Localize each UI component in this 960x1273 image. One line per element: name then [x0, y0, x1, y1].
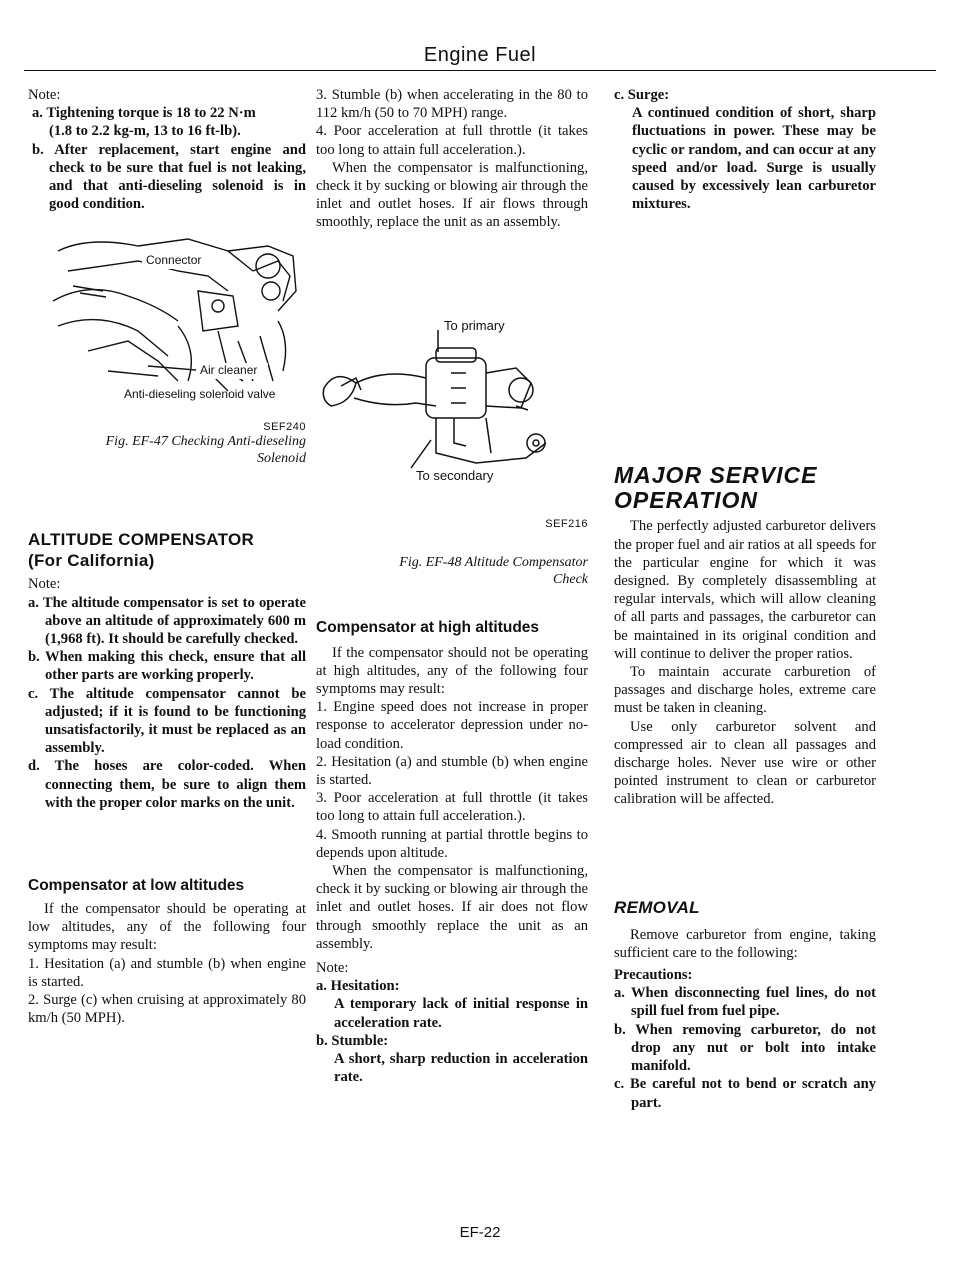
figure-code: SEF216	[545, 517, 588, 530]
note-a-line1: a. Tightening torque is 18 to 22 N·m	[32, 105, 256, 122]
altitude-note-item: d. The hoses are color-coded. When connecting them, be sure to align them with the proper color marks on the unit.	[28, 758, 306, 811]
page-header-title: Engine Fuel	[423, 44, 537, 66]
middle-column	[316, 86, 588, 1087]
label-solenoid-valve: Anti-dieseling solenoid valve	[124, 387, 276, 402]
section-heading-altitude: ALTITUDE COMPENSATOR	[28, 530, 255, 550]
note-label: Note:	[28, 576, 61, 593]
major-service-heading-cont: OPERATION	[614, 487, 759, 514]
low-item: 2. Surge (c) when cruising at approximately 80 km/h (50 MPH).	[28, 992, 306, 1027]
figure-ef47	[28, 231, 306, 421]
figure-caption-cont: Check	[553, 571, 588, 587]
label-connector: Connector	[146, 253, 202, 268]
note-a-line2: (1.8 to 2.2 kg-m, 13 to 16 ft-lb).	[49, 123, 241, 140]
altitude-note-item: c. The altitude compensator cannot be adjusted; if it is found to be functioning unsatisfactorily, it must be replaced as an assembly.	[28, 685, 306, 757]
continued-paragraph: When the compensator is malfunctioning, check it by sucking or blowing air through the inlet and outlet hoses. If air flows through smoothly, replace the unit as an assembly.	[316, 159, 588, 231]
continued-item: 3. Stumble (b) when accelerating in the 80 to 112 km/h (50 to 70 MPH) range.	[316, 87, 588, 122]
major-paragraph: The perfectly adjusted carburetor delivers the proper fuel and air ratios at all speeds for the particular engine for which it was designed. By completely disassembling at regular intervals, which will allow cleaning of all parts and passages, the carburetor can be maintained in its original condition and will continue to deliver the proper ratios.	[614, 518, 876, 662]
major-paragraph: Use only carburetor solvent and compressed air to clean all passages and discharge holes. Never use wire or other pointed instrument to clean or carburetor calibration will be affected.	[614, 718, 876, 808]
label-to-primary: To primary	[444, 317, 505, 333]
header-rule	[24, 70, 936, 71]
label-to-secondary: To secondary	[416, 467, 494, 483]
major-paragraph: To maintain accurate carburetion of passages and discharge holes, extreme care must be taken in cleaning.	[614, 664, 876, 717]
precaution-item: c. Be careful not to bend or scratch any part.	[614, 1076, 876, 1111]
left-column	[28, 86, 306, 1027]
label-air-cleaner: Air cleaner	[200, 363, 258, 378]
figure-caption-cont: Solenoid	[257, 451, 306, 467]
high-item: 3. Poor acceleration at full throttle (it takes too long to attain full acceleration.).	[316, 790, 588, 825]
right-column	[614, 86, 876, 1112]
removal-heading: REMOVAL	[614, 897, 700, 917]
high-paragraph: When the compensator is malfunctioning, check it by sucking or blowing air through the inlet and outlet hoses. If air does not flow through smoothly replace the unit as an assembly.	[316, 863, 588, 952]
high-item: 4. Smooth running at partial throttle begins to depends upon altitude.	[316, 826, 588, 861]
precaution-item: b. When removing carburetor, do not drop any nut or bolt into intake manifold.	[614, 1021, 876, 1075]
altitude-note-item: b. When making this check, ensure that all other parts are working properly.	[28, 649, 306, 684]
note-hesitation-body: A temporary lack of initial response in acceleration rate.	[334, 996, 588, 1031]
low-intro: If the compensator should be operating at low altitudes, any of the following four symptoms may result:	[28, 901, 306, 954]
subheading-low-altitudes: Compensator at low altitudes	[28, 877, 245, 895]
note-surge-head: c. Surge:	[614, 87, 670, 103]
section-subheading-california: (For California)	[28, 551, 155, 571]
note-hesitation-head: a. Hesitation:	[316, 978, 400, 995]
figure-code: SEF240	[263, 421, 306, 434]
note-label: Note:	[316, 960, 349, 977]
subheading-high-altitudes: Compensator at high altitudes	[316, 618, 540, 636]
figure-caption: Fig. EF-47 Checking Anti-dieseling	[105, 434, 306, 450]
note-stumble-body: A short, sharp reduction in acceleration rate.	[334, 1051, 588, 1086]
major-service-heading: MAJOR SERVICE	[614, 462, 818, 489]
page-number: EF-22	[459, 1224, 501, 1241]
note-surge-body: A continued condition of short, sharp fluctuations in power. These may be cyclic or random, and can occur at any speed and/or load. Surge is usually caused by excessively lean carburetor mixtures.	[632, 105, 876, 213]
precautions-label: Precautions:	[614, 967, 693, 984]
note-stumble-head: b. Stumble:	[316, 1032, 389, 1049]
precaution-item: a. When disconnecting fuel lines, do not spill fuel from fuel pipe.	[614, 985, 876, 1020]
figure-ef48	[316, 318, 588, 518]
low-item: 1. Hesitation (a) and stumble (b) when engine is started.	[28, 955, 306, 990]
note-label: Note:	[28, 87, 61, 103]
note-b: b. After replacement, start engine and check to be sure that fuel is not leaking, and that anti-dieseling solenoid is in good condition.	[32, 141, 306, 213]
high-intro: If the compensator should not be operating at high altitudes, any of the following four symptoms may result:	[316, 644, 588, 698]
removal-paragraph: Remove carburetor from engine, taking sufficient care to the following:	[614, 926, 876, 961]
figure-caption: Fig. EF-48 Altitude Compensator	[399, 554, 588, 570]
high-item: 1. Engine speed does not increase in proper response to accelerator depression under no-load condition.	[316, 699, 588, 752]
continued-item: 4. Poor acceleration at full throttle (it takes too long to attain full acceleration.).	[316, 123, 588, 158]
high-item: 2. Hesitation (a) and stumble (b) when engine is started.	[316, 753, 588, 789]
altitude-note-item: a. The altitude compensator is set to operate above an altitude of approximately 600 m (1,968 ft). It should be carefully checked.	[28, 594, 306, 648]
